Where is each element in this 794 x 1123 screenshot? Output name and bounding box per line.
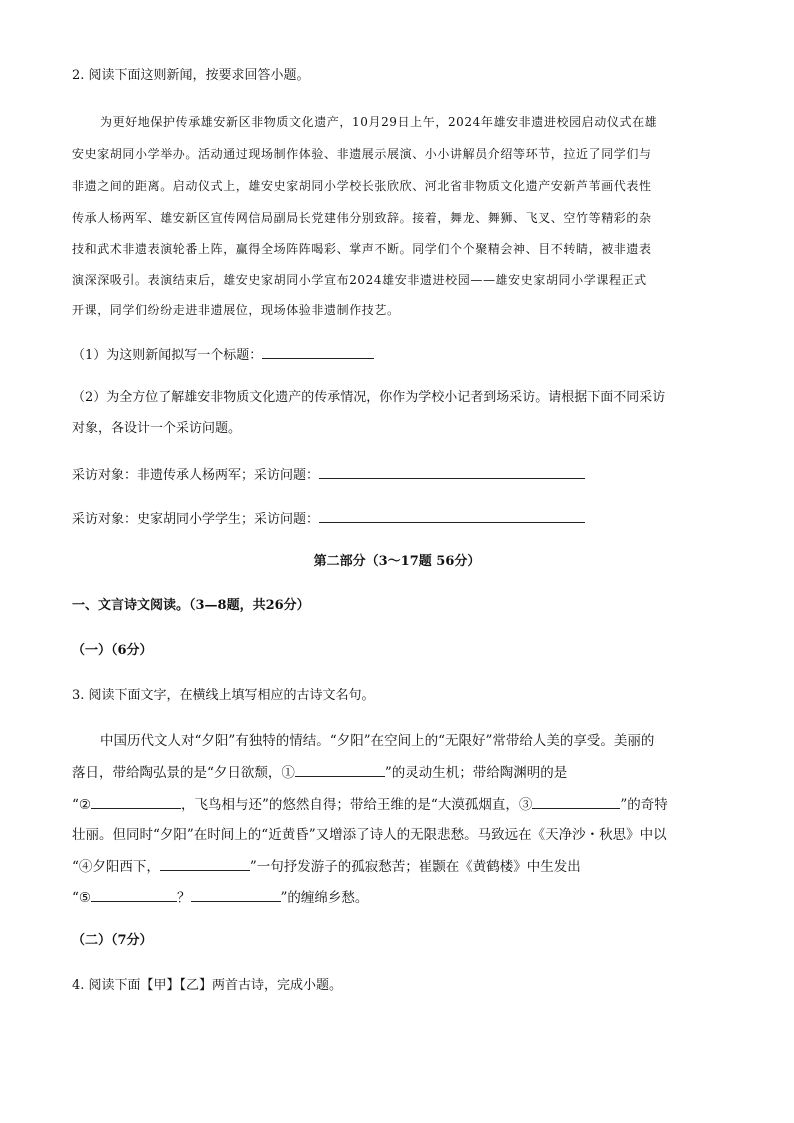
q3-line-2-a: 落日，带给陶弘景的是“夕日欲颓，① xyxy=(72,765,295,781)
blank-1[interactable] xyxy=(295,764,385,777)
q3-line-4: 壮丽。但同时“夕阳”在时间上的“近黄昏”又增添了诗人的无限悲愁。马致远在《天净沙・秋思》中以 xyxy=(72,827,667,843)
news-line-7: 开课，同学们纷纷走进非遗展位，现场体验非遗制作技艺。 xyxy=(72,303,400,317)
blank-5b[interactable] xyxy=(191,889,281,902)
title-answer-blank[interactable] xyxy=(262,346,374,359)
q3-line-1: 中国历代文人对“夕阳”有独特的情结。“夕阳”在空间上的“无限好”常带给人美的享受。美丽的 xyxy=(100,733,655,749)
q2-stem: 2. 阅读下面这则新闻，按要求回答小题。 xyxy=(72,68,310,83)
section1-heading: 一、文言诗文阅读。（3—8题，共26分） xyxy=(72,598,310,613)
group2-heading: （二）（7分） xyxy=(72,933,153,948)
q3-line-6-a: “⑤ xyxy=(72,890,92,906)
interview-2-text: 采访对象：史家胡同小学学生；采访问题： xyxy=(72,512,320,527)
q3-line-5-b: ”一句抒发游子的孤寂愁苦；崔颢在《黄鹤楼》中生发出 xyxy=(249,859,581,875)
interview-1-answer-blank[interactable] xyxy=(319,466,585,479)
news-line-2: 安史家胡同小学举办。活动通过现场制作体验、非遗展示展演、小小讲解员介绍等环节，拉近了同学们与 xyxy=(72,147,652,161)
blank-2[interactable] xyxy=(91,796,181,809)
q3-line-3-a: “② xyxy=(72,797,92,813)
q3-line-2-b: ”的灵动生机；带给陶渊明的是 xyxy=(384,765,568,781)
q2-sub2-line-2: 对象，各设计一个采访问题。 xyxy=(72,421,242,436)
q3-line-6 xyxy=(72,889,368,906)
q3-line-3-b: ，飞鸟相与还”的悠然自得；带给王维的是“大漠孤烟直，③ xyxy=(181,797,533,813)
interview-row-2 xyxy=(72,510,585,528)
interview-2-answer-blank[interactable] xyxy=(319,510,585,523)
q2-sub2-line-1: （2）为全方位了解雄安非物质文化遗产的传承情况，你作为学校小记者到场采访。请根据下面不同采访 xyxy=(72,390,666,405)
q3-line-6-c: ”的缠绵乡愁。 xyxy=(280,890,369,906)
q3-line-5-a: “④夕阳西下， xyxy=(72,859,160,875)
q2-sub1 xyxy=(72,346,374,364)
blank-5a[interactable] xyxy=(91,889,177,902)
news-line-5: 技和武术非遗表演轮番上阵，赢得全场阵阵喝彩、掌声不断。同学们个个聚精会神、目不转睛，被非遗表 xyxy=(72,242,652,256)
interview-row-1 xyxy=(72,466,585,484)
q3-line-2 xyxy=(72,764,567,781)
q3-line-6-b: ？ xyxy=(177,890,191,906)
group1-heading: （一）（6分） xyxy=(72,643,153,658)
interview-1-text: 采访对象：非遗传承人杨两军；采访问题： xyxy=(72,468,320,483)
q3-line-5 xyxy=(72,858,581,875)
q4-stem: 4. 阅读下面【甲】【乙】两首古诗，完成小题。 xyxy=(72,978,343,993)
q2-sub1-text: （1）为这则新闻拟写一个标题： xyxy=(72,348,263,363)
q3-line-3-c: ”的奇特 xyxy=(620,797,668,813)
news-line-6: 演深深吸引。表演结束后，雄安史家胡同小学宣布2024雄安非遗进校园——雄安史家胡同小学课程正式 xyxy=(72,273,647,287)
q3-stem: 3. 阅读下面文字，在横线上填写相应的古诗文名句。 xyxy=(72,688,375,703)
q3-line-3 xyxy=(72,796,668,813)
blank-4[interactable] xyxy=(160,858,250,871)
blank-3[interactable] xyxy=(532,796,620,809)
news-line-3: 非遗之间的距离。启动仪式上，雄安史家胡同小学校长张欣欣、河北省非物质文化遗产安新芦苇画代表性 xyxy=(72,179,652,193)
news-line-4: 传承人杨两军、雄安新区宣传网信局副局长党建伟分别致辞。接着，舞龙、舞狮、飞叉、空竹等精彩的杂 xyxy=(72,211,652,225)
part2-title: 第二部分（3～17题 56分） xyxy=(313,554,481,569)
news-line-1: 为更好地保护传承雄安新区非物质文化遗产，10月29日上午，2024年雄安非遗进校园启动仪式在雄 xyxy=(100,115,658,129)
